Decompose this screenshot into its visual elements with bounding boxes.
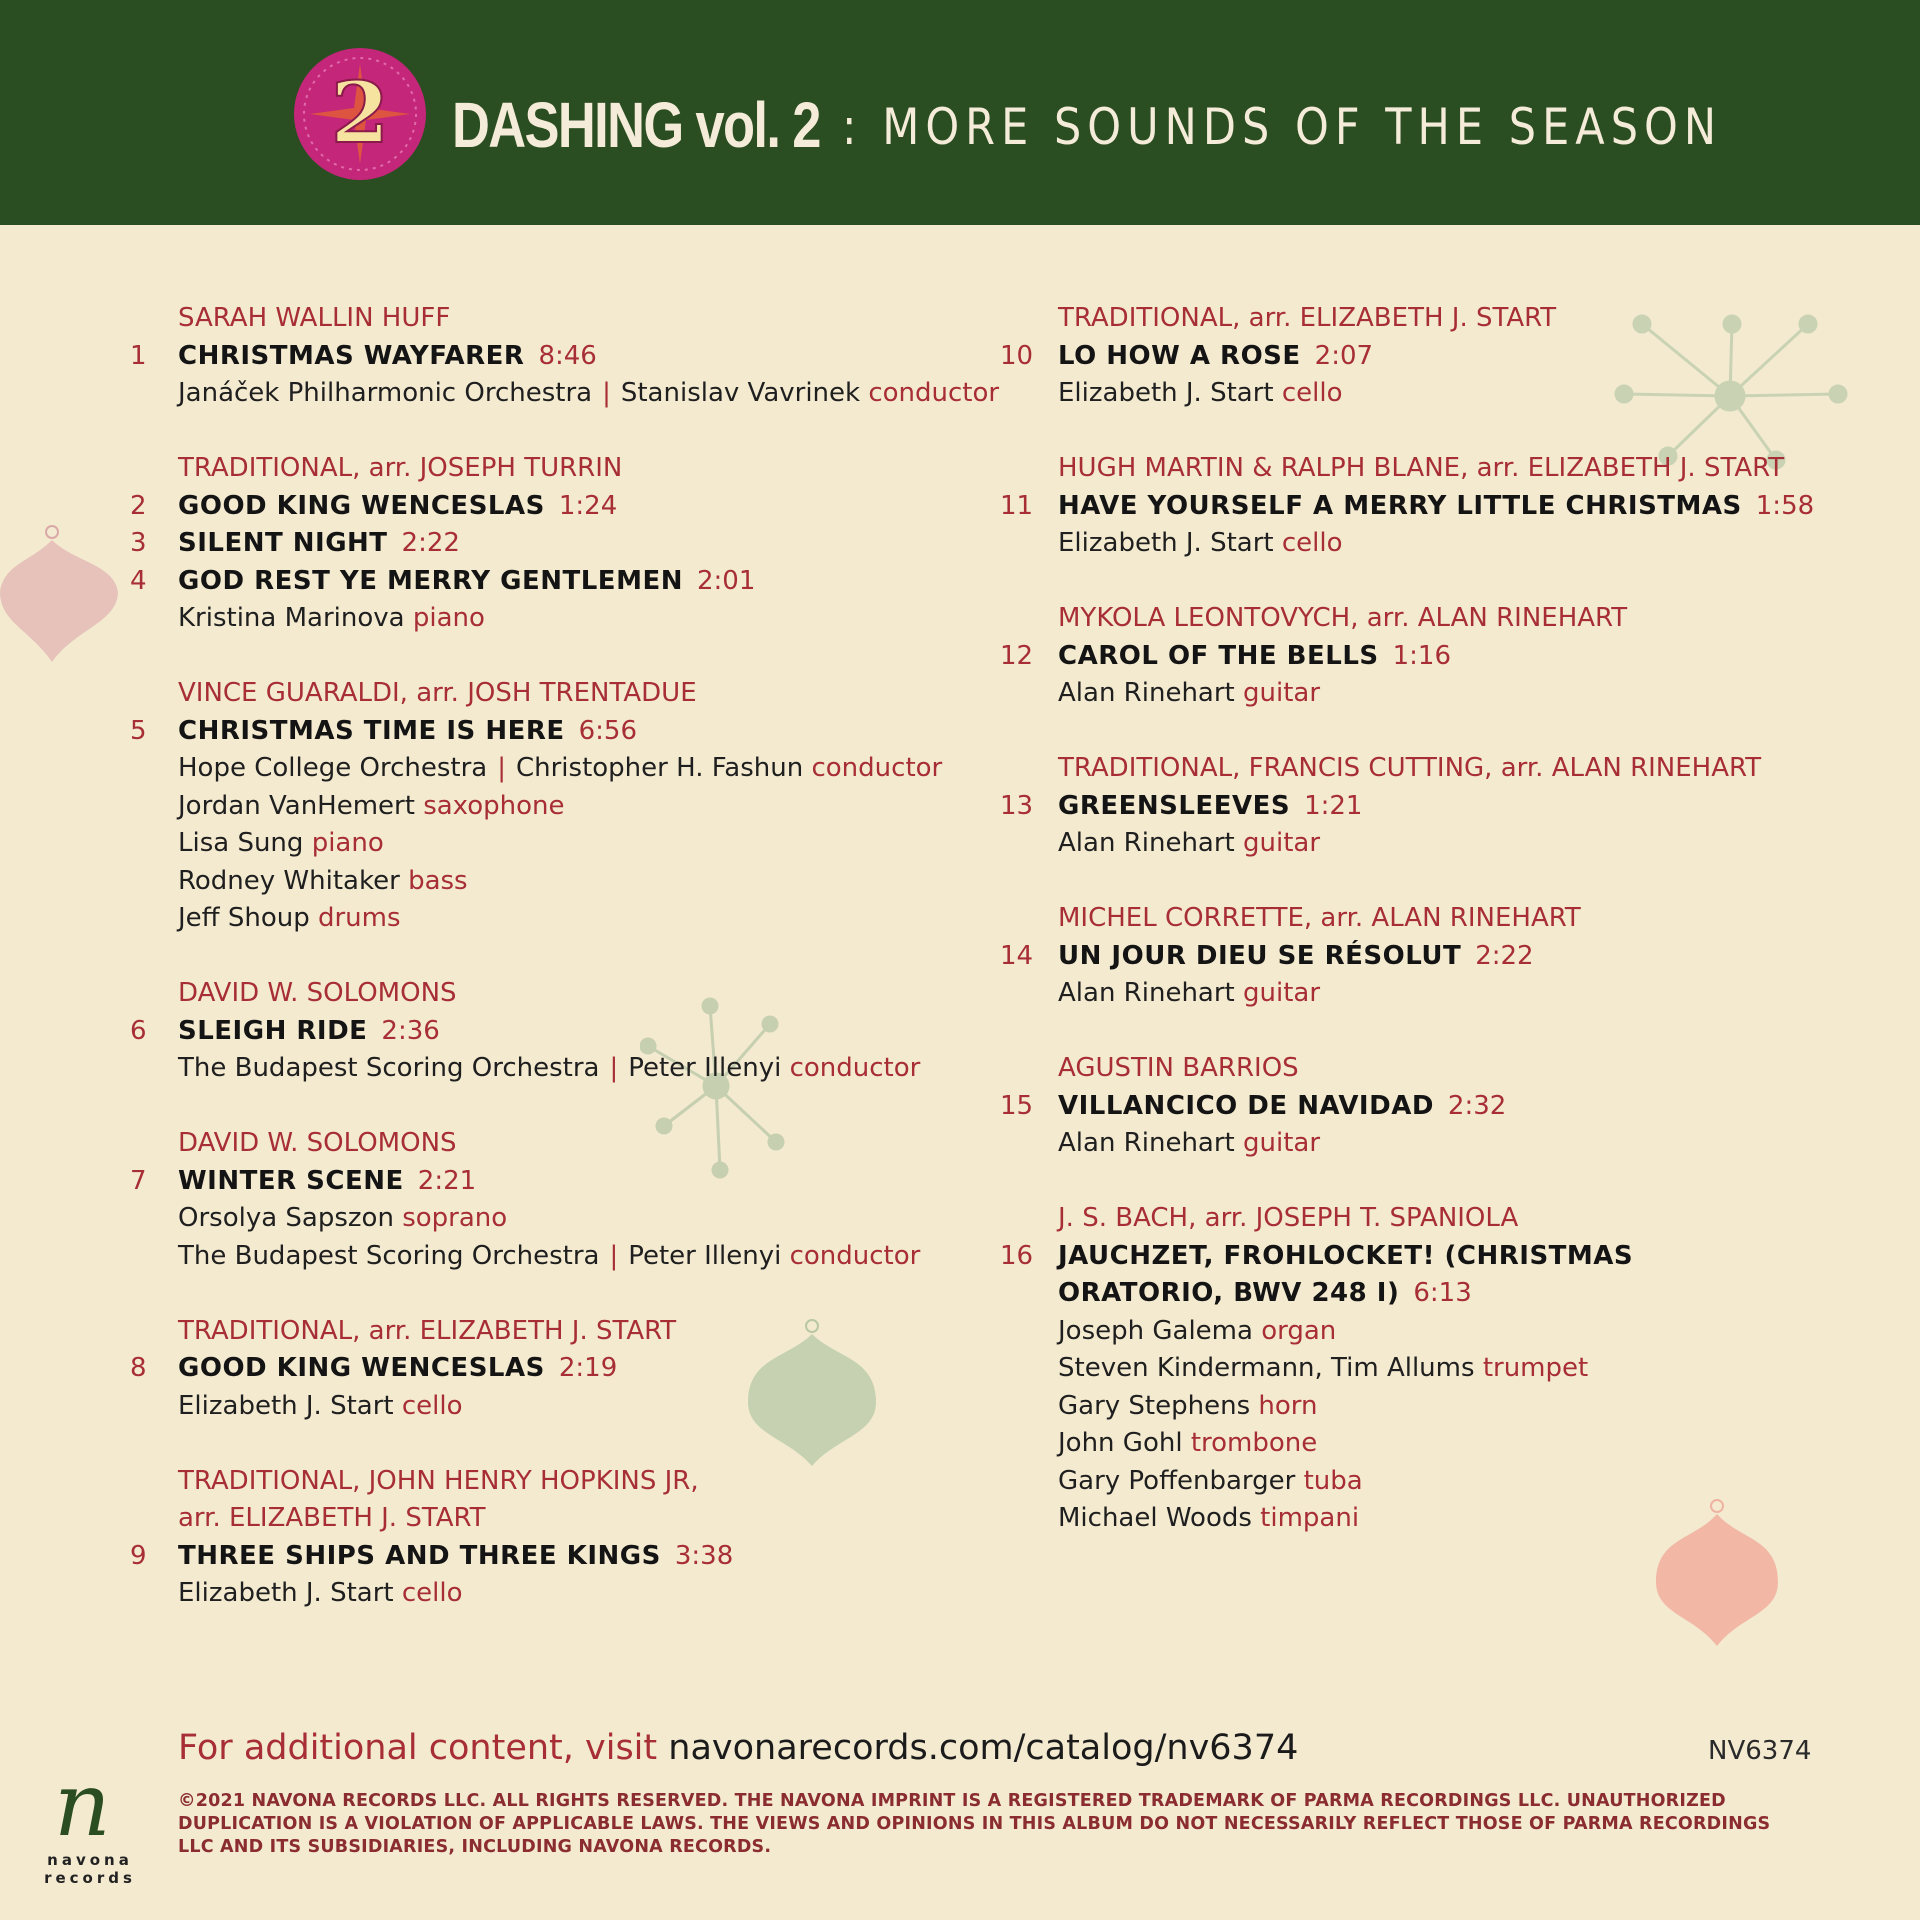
performer-credit <box>1058 1388 1318 1426</box>
composer-line <box>130 1463 960 1501</box>
track-line <box>130 525 960 563</box>
group-spacer <box>130 1088 960 1126</box>
performer-line <box>130 1050 960 1088</box>
performer-role: horn <box>1258 1390 1318 1421</box>
performer-credit <box>178 788 565 826</box>
performer-line <box>130 750 960 788</box>
composer-name: arr. ELIZABETH J. START <box>178 1503 486 1533</box>
performer-line <box>1000 825 1820 863</box>
track-line <box>1000 788 1820 826</box>
performer-credit <box>1058 1313 1336 1351</box>
track-duration: 1:16 <box>1392 640 1451 671</box>
performer-credit <box>1058 1463 1363 1501</box>
performer-role: cello <box>1281 528 1343 558</box>
performer-line <box>130 1200 960 1238</box>
performer-role: bass <box>408 865 468 896</box>
group-spacer <box>130 413 960 451</box>
album-subtitle: : MORE SOUNDS OF THE SEASON <box>842 98 1723 156</box>
track-number: 10 <box>1000 340 1034 371</box>
performer-role: conductor <box>789 1053 921 1083</box>
performer-name: Elizabeth J. Start <box>1058 528 1274 558</box>
performer-name: Janáček Philharmonic Orchestra <box>178 378 593 408</box>
performer-credit <box>1058 1350 1588 1388</box>
track-title: SLEIGH RIDE 2:36 <box>178 1015 440 1046</box>
performer-role: guitar <box>1243 1128 1321 1158</box>
catalog-link[interactable]: navonarecords.com/catalog/nv6374 <box>668 1728 1299 1768</box>
performer-name: Elizabeth J. Start <box>178 1578 394 1608</box>
track-number: 7 <box>130 1165 147 1196</box>
composer-name: MICHEL CORRETTE, arr. ALAN RINEHART <box>1058 903 1581 933</box>
performer-role: organ <box>1261 1315 1337 1346</box>
performer-role: guitar <box>1243 678 1321 708</box>
track-number: 5 <box>130 715 147 746</box>
tracklist-left <box>130 300 1000 1613</box>
group-spacer <box>130 938 960 976</box>
track-duration: 6:56 <box>578 715 638 746</box>
album-title <box>452 88 1723 162</box>
track-title: UN JOUR DIEU SE RÉSOLUT 2:22 <box>1058 940 1534 971</box>
track-duration: 3:38 <box>674 1540 734 1571</box>
group-spacer <box>1000 413 1820 451</box>
track-title: CHRISTMAS WAYFARER 8:46 <box>178 340 597 371</box>
ornament-icon <box>0 522 120 682</box>
track-line <box>1000 1088 1820 1126</box>
track-line <box>130 338 960 376</box>
composer-name: TRADITIONAL, FRANCIS CUTTING, arr. ALAN RINEHART <box>1058 753 1762 783</box>
performer-line <box>130 600 960 638</box>
composer-line <box>130 450 960 488</box>
composer-name: J. S. BACH, arr. JOSEPH T. SPANIOLA <box>1058 1203 1519 1233</box>
composer-name: DAVID W. SOLOMONS <box>178 1128 457 1158</box>
composer-line <box>130 300 960 338</box>
track-duration: 2:22 <box>401 528 460 558</box>
performer-credit <box>1058 975 1320 1013</box>
performer-role: guitar <box>1243 828 1321 858</box>
track-number: 11 <box>1000 490 1034 521</box>
track-title: GOOD KING WENCESLAS 1:24 <box>178 490 618 521</box>
track-line <box>130 1163 960 1201</box>
performer-credit <box>178 825 384 863</box>
performer-name: Alan Rinehart <box>1058 978 1235 1008</box>
logo-word-records: records <box>44 1869 136 1887</box>
composer-line <box>1000 750 1820 788</box>
separator-bar: | <box>602 378 611 408</box>
composer-name: DAVID W. SOLOMONS <box>178 978 457 1008</box>
track-title: VILLANCICO DE NAVIDAD 2:32 <box>1058 1090 1507 1121</box>
composer-name: HUGH MARTIN & RALPH BLANE, arr. ELIZABETH J. START <box>1058 453 1785 483</box>
composer-line <box>1000 1200 1820 1238</box>
track-title: HAVE YOURSELF A MERRY LITTLE CHRISTMAS 1:58 <box>1058 490 1815 521</box>
group-spacer <box>130 1425 960 1463</box>
performer-line <box>130 1388 960 1426</box>
performer-line <box>130 825 960 863</box>
track-title: THREE SHIPS AND THREE KINGS 3:38 <box>178 1540 734 1571</box>
composer-line <box>1000 1050 1820 1088</box>
performer-line <box>1000 525 1820 563</box>
track-number: 9 <box>130 1540 147 1571</box>
group-spacer <box>1000 1013 1820 1051</box>
performer-credit <box>178 1050 920 1088</box>
track-number: 15 <box>1000 1090 1034 1121</box>
navona-logo <box>40 1753 150 1890</box>
track-line <box>130 488 960 526</box>
composer-name: TRADITIONAL, arr. ELIZABETH J. START <box>1058 303 1557 333</box>
tracklist-right <box>1000 300 1820 1538</box>
separator-bar: | <box>497 753 506 783</box>
performer-role: tuba <box>1303 1465 1363 1496</box>
composer-name: TRADITIONAL, arr. JOSEPH TURRIN <box>178 453 623 483</box>
performer-line <box>1000 1350 1820 1388</box>
visit-label: For additional content, visit <box>178 1728 658 1768</box>
track-number: 4 <box>130 565 147 596</box>
performer-line <box>130 863 960 901</box>
composer-line <box>130 1500 960 1538</box>
legal-notice: ©2021 NAVONA RECORDS LLC. ALL RIGHTS RESERVED. THE NAVONA IMPRINT IS A REGISTERED TRADEMARK OF PARMA RECORDINGS LLC. UNAUTHORIZED DUPLICATION IS A VIOLATION OF APPLICABLE LAWS. THE VIEWS AND OPINIONS IN THIS ALBUM DO NOT NECESSARILY REFLECT THOSE OF PARMA RECORDINGS LLC AND ITS SUBSIDIARIES, INCLUDING NAVONA RECORDS. <box>178 1791 1771 1857</box>
header-banner <box>0 0 1920 225</box>
performer-credit <box>178 1575 463 1613</box>
performer-role: soprano <box>402 1203 508 1233</box>
separator-bar: | <box>609 1240 619 1271</box>
composer-name: MYKOLA LEONTOVYCH, arr. ALAN RINEHART <box>1058 603 1628 633</box>
performer-role: cello <box>401 1578 463 1608</box>
performer-role: cello <box>1281 378 1343 408</box>
catalog-number: NV6374 <box>1708 1736 1812 1766</box>
badge-numeral: 2 <box>330 63 390 162</box>
performer-name: Elizabeth J. Start <box>178 1390 394 1421</box>
performer-role: drums <box>317 903 401 933</box>
track-title: WINTER SCENE 2:21 <box>178 1165 477 1196</box>
performer-name: Joseph Galema <box>1058 1315 1253 1346</box>
group-spacer <box>1000 1163 1820 1201</box>
performer-name: Jordan VanHemert <box>178 790 415 821</box>
performer-line <box>1000 1463 1820 1501</box>
track-duration: 2:32 <box>1447 1090 1507 1121</box>
track-line <box>1000 488 1820 526</box>
composer-name: VINCE GUARALDI, arr. JOSH TRENTADUE <box>178 678 697 708</box>
performer-name: Gary Stephens <box>1058 1390 1251 1421</box>
track-title: GOD REST YE MERRY GENTLEMEN 2:01 <box>178 565 756 596</box>
performer-credit <box>178 375 999 413</box>
performer-name: The Budapest Scoring Orchestra <box>178 1240 600 1271</box>
performer-role: trombone <box>1190 1428 1318 1458</box>
performer-line <box>130 788 960 826</box>
performer-credit <box>178 750 942 788</box>
track-number: 12 <box>1000 640 1034 671</box>
performer-line <box>130 1238 960 1276</box>
performer-line <box>1000 375 1820 413</box>
performer-name: Lisa Sung <box>178 828 304 858</box>
track-duration: 1:21 <box>1304 790 1363 821</box>
performer-line <box>1000 1500 1820 1538</box>
composer-line <box>1000 600 1820 638</box>
track-duration: 1:58 <box>1755 490 1815 521</box>
performer-credit <box>178 1388 463 1426</box>
performer-role: guitar <box>1243 978 1321 1008</box>
performer-role: conductor <box>868 378 1000 408</box>
performer-role: piano <box>311 828 384 858</box>
performer-line <box>130 1575 960 1613</box>
composer-line <box>130 675 960 713</box>
group-spacer <box>1000 563 1820 601</box>
performer-name: Jeff Shoup <box>178 903 310 933</box>
performer-credit <box>1058 375 1343 413</box>
track-title: LO HOW A ROSE 2:07 <box>1058 340 1374 371</box>
group-spacer <box>1000 713 1820 751</box>
track-line <box>1000 1238 1820 1276</box>
track-duration: 6:13 <box>1413 1278 1472 1308</box>
track-line <box>130 1350 960 1388</box>
performer-name: Peter Illenyi <box>628 1240 782 1271</box>
logo-word-navona: navona <box>47 1851 133 1869</box>
group-spacer <box>1000 863 1820 901</box>
track-duration: 2:19 <box>558 1353 618 1383</box>
performer-name: Alan Rinehart <box>1058 828 1235 858</box>
performer-line <box>130 900 960 938</box>
track-line <box>130 713 960 751</box>
track-duration: 2:21 <box>417 1165 477 1196</box>
performer-credit <box>178 1200 507 1238</box>
track-number: 2 <box>130 490 147 521</box>
album-title-main: DASHING vol. 2 <box>452 89 820 161</box>
track-duration: 8:46 <box>538 340 597 371</box>
track-duration: 2:22 <box>1475 940 1534 971</box>
performer-name: Christopher H. Fashun <box>515 753 804 783</box>
performer-line <box>1000 675 1820 713</box>
track-duration: 2:07 <box>1314 340 1374 371</box>
composer-line <box>1000 300 1820 338</box>
track-number: 6 <box>130 1015 147 1046</box>
performer-name: Kristina Marinova <box>178 603 405 633</box>
track-line <box>1000 938 1820 976</box>
track-duration: 2:01 <box>696 565 756 596</box>
track-title: GOOD KING WENCESLAS 2:19 <box>178 1353 618 1383</box>
track-number: 13 <box>1000 790 1034 821</box>
performer-credit <box>178 900 401 938</box>
logo-mark: n <box>54 1753 111 1856</box>
composer-name: SARAH WALLIN HUFF <box>178 303 451 333</box>
group-spacer <box>130 1275 960 1313</box>
track-number: 8 <box>130 1353 147 1383</box>
performer-credit <box>1058 675 1320 713</box>
performer-credit <box>178 863 468 901</box>
track-line <box>1000 338 1820 376</box>
performer-role: conductor <box>789 1240 921 1271</box>
composer-name: TRADITIONAL, JOHN HENRY HOPKINS JR, <box>178 1465 699 1496</box>
performer-line <box>1000 975 1820 1013</box>
track-title: ORATORIO, BWV 248 I) 6:13 <box>1058 1278 1472 1308</box>
performer-line <box>1000 1425 1820 1463</box>
performer-line <box>130 375 1000 413</box>
performer-name: Michael Woods <box>1058 1503 1252 1533</box>
performer-line <box>1000 1313 1820 1351</box>
track-line <box>130 563 960 601</box>
performer-name: John Gohl <box>1058 1428 1183 1458</box>
composer-line <box>130 975 960 1013</box>
performer-credit <box>1058 1425 1317 1463</box>
composer-line <box>1000 900 1820 938</box>
performer-role: cello <box>401 1390 463 1421</box>
volume-badge-icon <box>292 46 428 182</box>
performer-role: piano <box>412 603 485 633</box>
track-number: 1 <box>130 340 147 371</box>
track-title: CAROL OF THE BELLS 1:16 <box>1058 640 1451 671</box>
performer-role: conductor <box>811 753 943 783</box>
composer-line <box>1000 450 1820 488</box>
performer-name: Alan Rinehart <box>1058 1128 1235 1158</box>
track-title: SILENT NIGHT 2:22 <box>178 528 460 558</box>
performer-line <box>1000 1388 1820 1426</box>
composer-name: TRADITIONAL, arr. ELIZABETH J. START <box>178 1315 677 1346</box>
performer-role: trumpet <box>1482 1353 1589 1383</box>
performer-credit <box>178 1238 920 1276</box>
performer-name: Gary Poffenbarger <box>1058 1465 1296 1496</box>
composer-line <box>130 1313 960 1351</box>
track-title: JAUCHZET, FROHLOCKET! (CHRISTMAS <box>1058 1240 1634 1271</box>
track-title: CHRISTMAS TIME IS HERE 6:56 <box>178 715 638 746</box>
track-line <box>130 1013 960 1051</box>
performer-credit <box>1058 1125 1320 1163</box>
track-duration: 1:24 <box>558 490 618 521</box>
performer-name: Stanislav Vavrinek <box>620 378 861 408</box>
performer-name: Orsolya Sapszon <box>178 1203 394 1233</box>
performer-credit <box>1058 1500 1359 1538</box>
performer-name: Rodney Whitaker <box>178 865 400 896</box>
track-line-continued <box>1000 1275 1820 1313</box>
performer-name: Alan Rinehart <box>1058 678 1235 708</box>
performer-name: Steven Kindermann, Tim Allums <box>1058 1353 1475 1383</box>
track-number: 3 <box>130 528 147 558</box>
group-spacer <box>130 638 960 676</box>
performer-credit <box>178 600 485 638</box>
track-line <box>130 1538 960 1576</box>
composer-line <box>130 1125 960 1163</box>
performer-role: saxophone <box>423 790 565 821</box>
track-duration: 2:36 <box>381 1015 440 1046</box>
visit-line <box>178 1728 1298 1768</box>
track-line <box>1000 638 1820 676</box>
composer-name: AGUSTIN BARRIOS <box>1058 1053 1299 1083</box>
track-title: GREENSLEEVES 1:21 <box>1058 790 1363 821</box>
separator-bar: | <box>609 1053 619 1083</box>
performer-name: Hope College Orchestra <box>178 753 488 783</box>
performer-name: The Budapest Scoring Orchestra <box>178 1053 600 1083</box>
performer-credit <box>1058 525 1343 563</box>
performer-name: Peter Illenyi <box>628 1053 782 1083</box>
performer-credit <box>1058 825 1320 863</box>
performer-role: timpani <box>1260 1503 1360 1533</box>
performer-name: Elizabeth J. Start <box>1058 378 1274 408</box>
performer-line <box>1000 1125 1820 1163</box>
track-number: 14 <box>1000 940 1034 971</box>
track-number: 16 <box>1000 1240 1034 1271</box>
